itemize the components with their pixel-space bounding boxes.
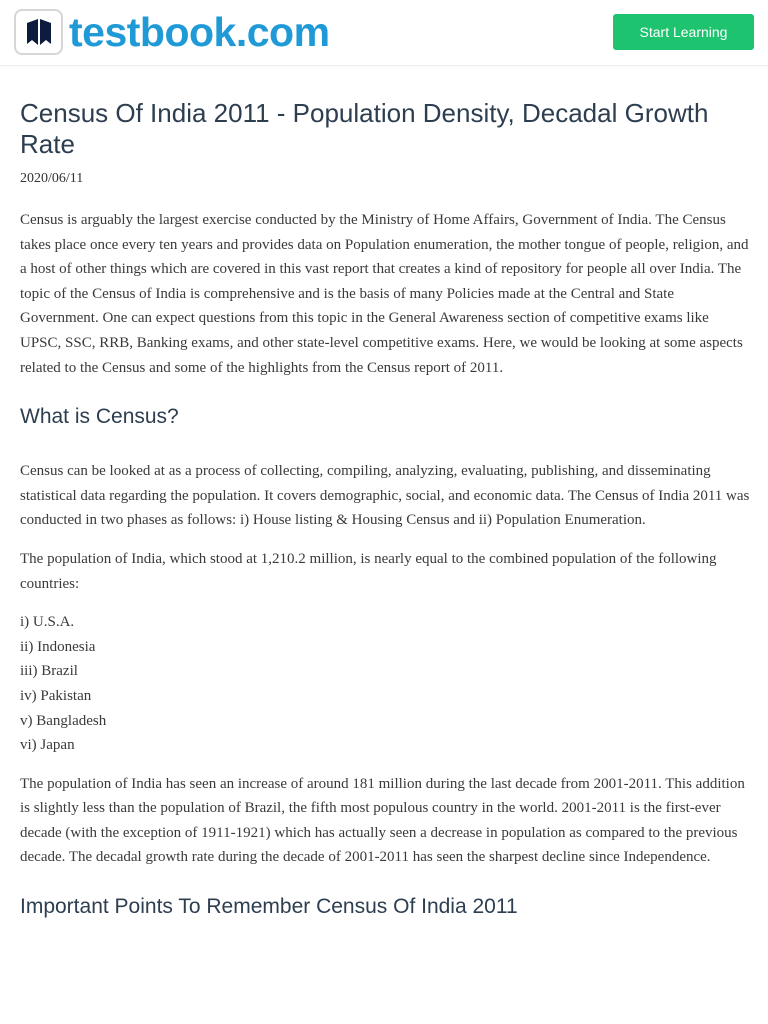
country-list — [20, 610, 750, 758]
list-item: iii) Brazil — [20, 663, 78, 680]
section-heading-important-points: Important Points To Remember Census Of India 2011 — [20, 895, 518, 919]
list-item: v) Bangladesh — [20, 712, 107, 729]
population-paragraph: The population of India, which stood at 1,210.2 million, is nearly equal to the combined population of the following countries: — [20, 550, 717, 592]
list-item: iv) Pakistan — [20, 687, 92, 704]
list-item: vi) Japan — [20, 737, 75, 754]
testbook-logo-icon[interactable] — [14, 9, 63, 55]
section-heading-what-is-census: What is Census? — [20, 405, 179, 429]
list-item: ii) Indonesia — [20, 638, 96, 655]
article — [20, 96, 750, 920]
publish-date: 2020/06/11 — [20, 171, 84, 186]
bookmark-icon — [25, 18, 53, 46]
site-header — [0, 0, 768, 66]
page-title: Census Of India 2011 - Population Density, Decadal Growth Rate — [20, 98, 709, 159]
list-item: i) U.S.A. — [20, 614, 75, 631]
start-learning-button[interactable]: Start Learning — [613, 14, 754, 50]
intro-paragraph: Census is arguably the largest exercise conducted by the Ministry of Home Affairs, Government of India. The Census takes place once every ten years and provides data on Population enumeration, the mother tongue of people, religion, and a host of other things which are covered in this vast report that creates a kind of repository for people all over India. The topic of the Census of India is comprehensive and is the basis of many Policies made at the Central and State Government. One can expect questions from this topic in the General Awareness section of competitive exams like UPSC, SSC, RRB, Banking exams, and other state-level competitive exams. Here, we would be looking at some aspects related to the Census and some of the highlights from the Census report of 2011. — [20, 212, 749, 376]
definition-paragraph: Census can be looked at as a process of collecting, compiling, analyzing, evaluating, publishing, and disseminating statistical data regarding the population. It covers demographic, social, and economic data. The Census of India 2011 was conducted in two phases as follows: i) House listing & Housing Census and ii) Population Enumeration. — [20, 463, 750, 529]
logo-wordmark[interactable]: testbook.com — [69, 9, 330, 55]
growth-paragraph: The population of India has seen an increase of around 181 million during the last decade from 2001-2011. This addition is slightly less than the population of Brazil, the fifth most populous country in the world. 2001-2011 is the first-ever decade (with the exception of 1911-1921) which has actually seen a decrease in population as compared to the previous decade. The decadal growth rate during the decade of 2001-2011 has seen the sharpest decline since Independence. — [20, 775, 745, 866]
